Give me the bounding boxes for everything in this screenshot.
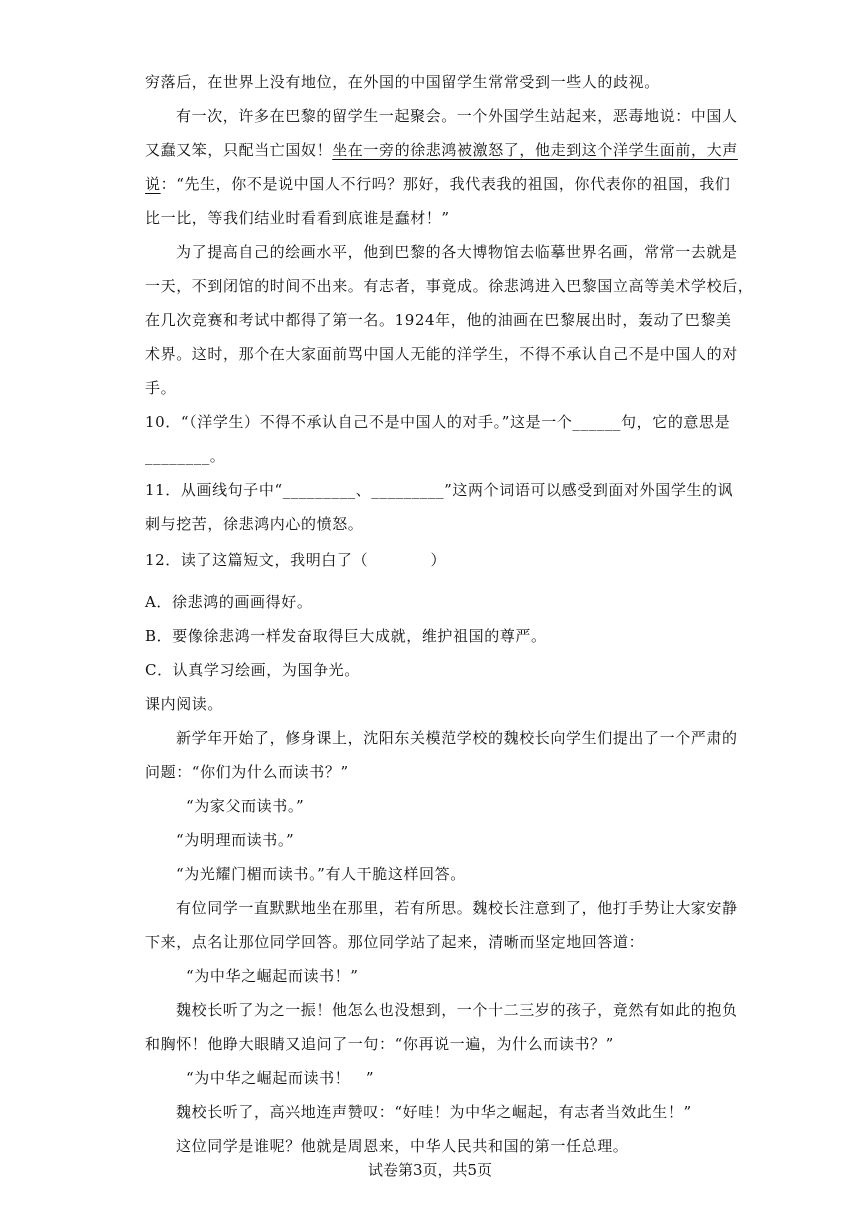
quote-line: “为中华之崛起而读书！” [186, 967, 359, 985]
plain-text: ：“先生，你不是说中国人不行吗？那好，我代表我的祖国，你代表你的祖国，我们 [160, 175, 731, 193]
paragraph-line: 问题：“你们为什么而读书？” [145, 763, 349, 781]
paragraph-line: 和胸怀！他睁大眼睛又追问了一句：“你再说一遍，为什么而读书？” [145, 1035, 614, 1053]
question-11-cont: 刺与挖苦，徐悲鸿内心的愤怒。 [145, 515, 364, 533]
paragraph-line: 下来，点名让那位同学回答。那位同学站了起来，清晰而坚定地回答道： [145, 933, 645, 951]
paragraph-line [145, 174, 731, 194]
paragraph-line: 这位同学是谁呢？他就是周恩来，中华人民共和国的第一任总理。 [176, 1137, 629, 1155]
plain-text: 又蠢又笨，只配当亡国奴！ [145, 141, 333, 159]
paragraph-line: 穷落后，在世界上没有地位，在外国的中国留学生常常受到一些人的歧视。 [145, 73, 660, 91]
paragraph-line: 有位同学一直默默地坐在那里，若有所思。魏校长注意到了，他打手势让大家安静 [176, 899, 738, 917]
paragraph-line: 魏校长听了为之一振！他怎么也没想到，一个十二三岁的孩子，竟然有如此的抱负 [176, 1001, 738, 1019]
underlined-sentence: 坐在一旁的徐悲鸿被激怒了，他走到这个洋学生面前，大声 [332, 141, 738, 159]
option-b: B．要像徐悲鸿一样发奋取得巨大成就，维护祖国的尊严。 [145, 627, 547, 645]
paragraph-line: 术界。这时，那个在大家面前骂中国人无能的洋学生，不得不承认自己不是中国人的对 [145, 345, 738, 363]
paragraph-line [145, 140, 738, 160]
quote-line: “为光耀门楣而读书。”有人干脆这样回答。 [176, 865, 466, 883]
paragraph-line: 有一次，许多在巴黎的留学生一起聚会。一个外国学生站起来，恶毒地说：中国人 [176, 107, 738, 125]
option-a: A．徐悲鸿的画画得好。 [145, 593, 313, 611]
quote-line: “为中华之崛起而读书！ ” [186, 1069, 375, 1087]
quote-line: “为家父而读书。” [186, 797, 305, 815]
paragraph-line: 为了提高自己的绘画水平，他到巴黎的各大博物馆去临摹世界名画，常常一去就是 [176, 243, 738, 261]
paragraph-line: 比一比，等我们结业时看看到底谁是蠢材！” [145, 209, 450, 227]
paragraph-line: 一天，不到闭馆的时间不出来。有志者，事竟成。徐悲鸿进入巴黎国立高等美术学校后， [145, 277, 754, 295]
paragraph-line: 手。 [145, 379, 177, 397]
quote-line: “为明理而读书。” [176, 831, 295, 849]
question-10: 10．“（洋学生）不得不承认自己不是中国人的对手。”这是一个______句，它的意思是 [145, 413, 731, 431]
underlined-sentence: 说 [145, 175, 161, 193]
page-footer: 试卷第3页，共5页 [367, 1161, 493, 1179]
question-11: 11．从画线句子中“_________、_________”这两个词语可以感受到面对外国学生的讽 [145, 481, 734, 499]
paragraph-line: 在几次竞赛和考试中都得了第一名。1924年，他的油画在巴黎展出时，轰动了巴黎美 [145, 311, 732, 329]
paragraph-line: 魏校长听了，高兴地连声赞叹：“好哇！为中华之崛起，有志者当效此生！” [176, 1103, 692, 1121]
question-12: 12．读了这篇短文，我明白了（ ） [145, 551, 447, 569]
paragraph-line: 新学年开始了，修身课上，沈阳东关模范学校的魏校长向学生们提出了一个严肃的 [176, 729, 738, 747]
section-heading: 课内阅读。 [145, 695, 224, 713]
option-c: C．认真学习绘画，为国争光。 [145, 661, 360, 679]
question-10-blank: ________。 [145, 447, 226, 465]
